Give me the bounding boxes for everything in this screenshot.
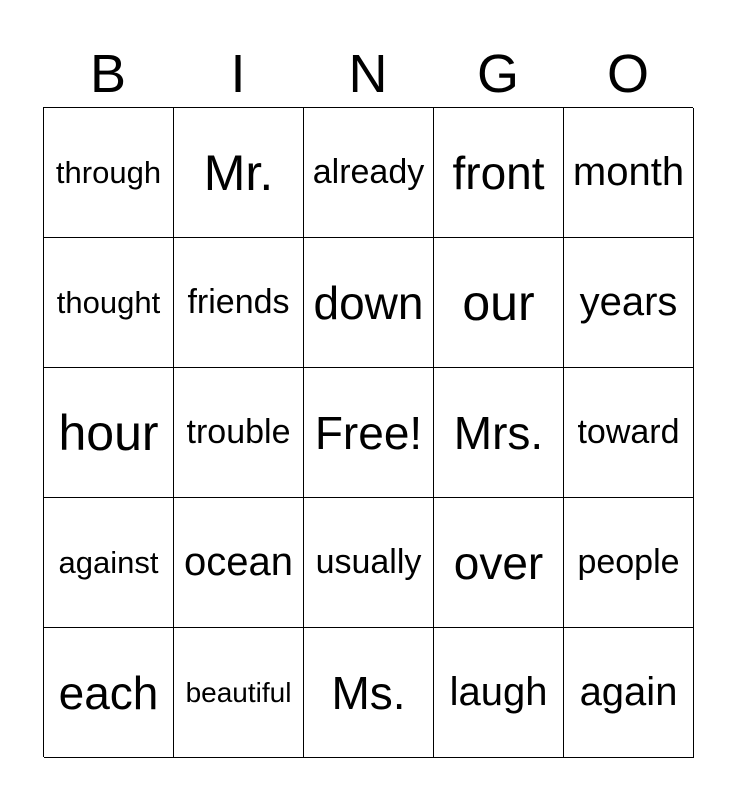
cell-word: Mrs. [453, 406, 544, 459]
bingo-cell [304, 498, 434, 628]
bingo-cell [44, 238, 174, 368]
cell-word: toward [577, 413, 680, 451]
cell-word: our [462, 274, 535, 331]
bingo-cell [174, 108, 304, 238]
bingo-cell [174, 368, 304, 498]
cell-word: against [58, 544, 159, 580]
cell-word: again [579, 670, 678, 714]
cell-word: usually [315, 543, 422, 581]
bingo-cell [564, 108, 694, 238]
bingo-cell [44, 628, 174, 758]
cell-word: trouble [186, 413, 291, 451]
cell-word: Ms. [331, 666, 406, 719]
bingo-cell [304, 108, 434, 238]
bingo-cell [44, 108, 174, 238]
bingo-cell [434, 108, 564, 238]
header-letter-g: G [476, 44, 519, 104]
cell-word: through [55, 154, 162, 190]
bingo-cell [304, 238, 434, 368]
cell-word: each [58, 666, 159, 719]
bingo-cell [44, 368, 174, 498]
bingo-cell [434, 238, 564, 368]
bingo-cell [174, 498, 304, 628]
cell-word: already [312, 153, 425, 191]
bingo-cell [304, 628, 434, 758]
cell-word: down [313, 276, 424, 329]
free-space-label: Free! [314, 406, 423, 459]
bingo-cell [564, 498, 694, 628]
header-letter-b: B [89, 44, 127, 104]
cell-word: ocean [184, 540, 293, 584]
cell-word: over [453, 536, 544, 589]
bingo-cell [434, 628, 564, 758]
bingo-cell free-space [304, 368, 434, 498]
bingo-header [43, 40, 693, 108]
header-letter-n: N [348, 44, 388, 104]
bingo-cell [44, 498, 174, 628]
header-letter-i: I [230, 44, 246, 104]
bingo-cell [564, 628, 694, 758]
bingo-cell [434, 498, 564, 628]
cell-word: hour [58, 404, 159, 461]
cell-word: front [452, 146, 545, 199]
bingo-cell [174, 238, 304, 368]
cell-word: month [572, 150, 685, 194]
cell-word: laugh [449, 670, 548, 714]
bingo-cell [174, 628, 304, 758]
cell-word: thought [56, 284, 161, 320]
bingo-cell [564, 238, 694, 368]
bingo-cell [564, 368, 694, 498]
cell-word: years [579, 280, 678, 324]
bingo-board [43, 107, 693, 757]
header-letter-o: O [606, 44, 649, 104]
cell-word: Mr. [203, 144, 274, 201]
cell-word: beautiful [185, 676, 292, 708]
bingo-cell [434, 368, 564, 498]
cell-word: people [577, 543, 680, 581]
cell-word: friends [187, 283, 290, 321]
